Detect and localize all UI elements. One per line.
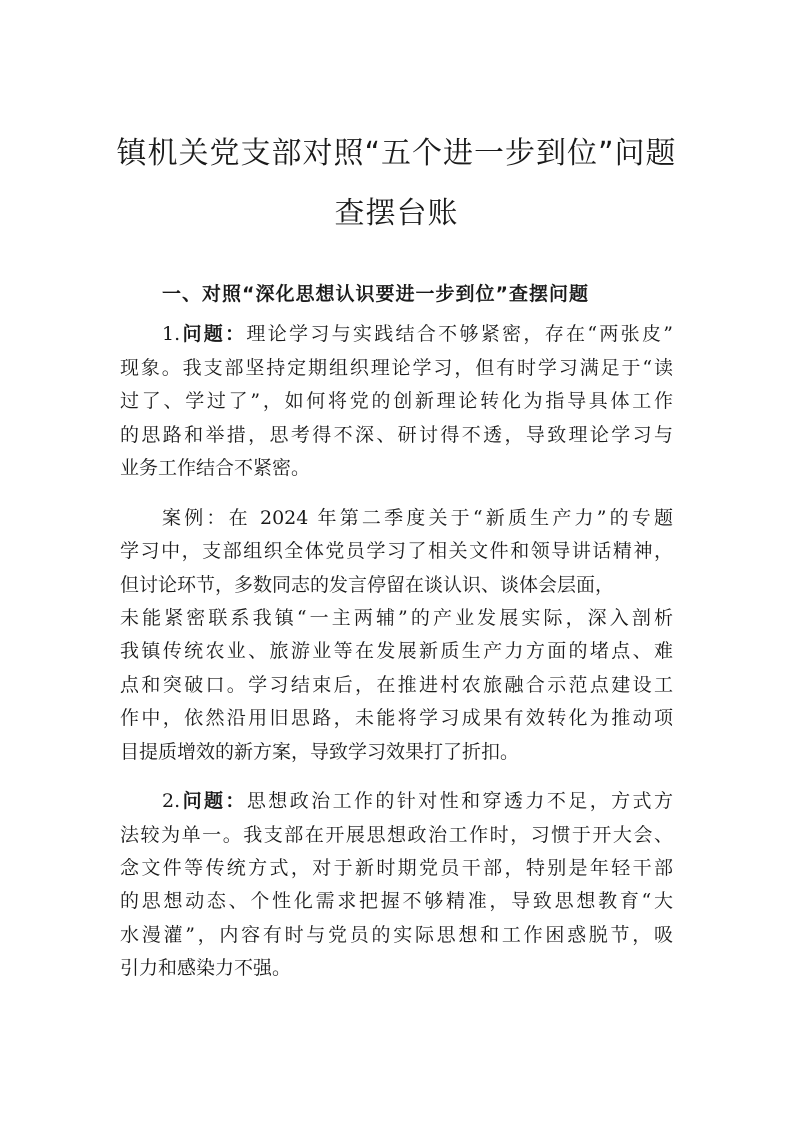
item1-line-1 bbox=[162, 322, 673, 346]
case1-line-3: 但讨论环节，多数同志的发言停留在谈认识、谈体会层面， bbox=[120, 574, 615, 596]
item2-label: 问题： bbox=[180, 790, 247, 812]
case1-line-2: 学习中，支部组织全体党员学习了相关文件和领导讲话精神， bbox=[120, 540, 673, 562]
item1-line-3: 过了、学过了”，如何将党的创新理论转化为指导具体工作 bbox=[120, 390, 673, 412]
case1-line-5: 我镇传统农业、旅游业等在发展新质生产力方面的堵点、难 bbox=[120, 640, 673, 662]
case1-line-6: 点和突破口。学习结束后，在推进村农旅融合示范点建设工 bbox=[120, 674, 673, 696]
section-heading: 一、对照“深化思想认识要进一步到位”查摆问题 bbox=[162, 283, 589, 305]
item1-line-2: 现象。我支部坚持定期组织理论学习，但有时学习满足于“读 bbox=[120, 357, 673, 379]
item1-label: 问题： bbox=[180, 323, 247, 345]
case1-line-4: 未能紧密联系我镇“一主两辅”的产业发展实际，深入剖析 bbox=[120, 607, 673, 629]
item2-line-3: 念文件等传统方式，对于新时期党员干部，特别是年轻干部 bbox=[120, 857, 673, 879]
item1-text: 理论学习与实践结合不够紧密，存在“两张皮” bbox=[246, 323, 673, 345]
item1-line-5: 业务工作结合不紧密。 bbox=[120, 457, 311, 479]
item2-line-1 bbox=[162, 789, 673, 813]
item2-line-4: 的思想动态、个性化需求把握不够精准，导致思想教育“大 bbox=[120, 890, 673, 912]
item2-number: 2. bbox=[162, 790, 181, 812]
item2-line-5: 水漫灌”，内容有时与党员的实际思想和工作困惑脱节，吸 bbox=[120, 924, 673, 946]
document-title-line-1: 镇机关党支部对照“五个进一步到位”问题 bbox=[116, 136, 677, 171]
item2-line-6: 引力和感染力不强。 bbox=[120, 957, 292, 979]
item1-line-4: 的思路和举措，思考得不深、研讨得不透，导致理论学习与 bbox=[120, 424, 673, 446]
case1-line-8: 目提质增效的新方案，导致学习效果打了折扣。 bbox=[120, 741, 520, 763]
item1-number: 1. bbox=[162, 323, 181, 345]
document-title-line-2: 查摆台账 bbox=[334, 196, 459, 231]
item2-text: 思想政治工作的针对性和穿透力不足，方式方 bbox=[246, 790, 673, 812]
item2-line-2: 法较为单一。我支部在开展思想政治工作时，习惯于开大会、 bbox=[120, 824, 673, 846]
case1-line-1: 案例：在 2024 年第二季度关于“新质生产力”的专题 bbox=[162, 507, 673, 529]
case1-line-7: 作中，依然沿用旧思路，未能将学习成果有效转化为推动项 bbox=[120, 707, 673, 729]
